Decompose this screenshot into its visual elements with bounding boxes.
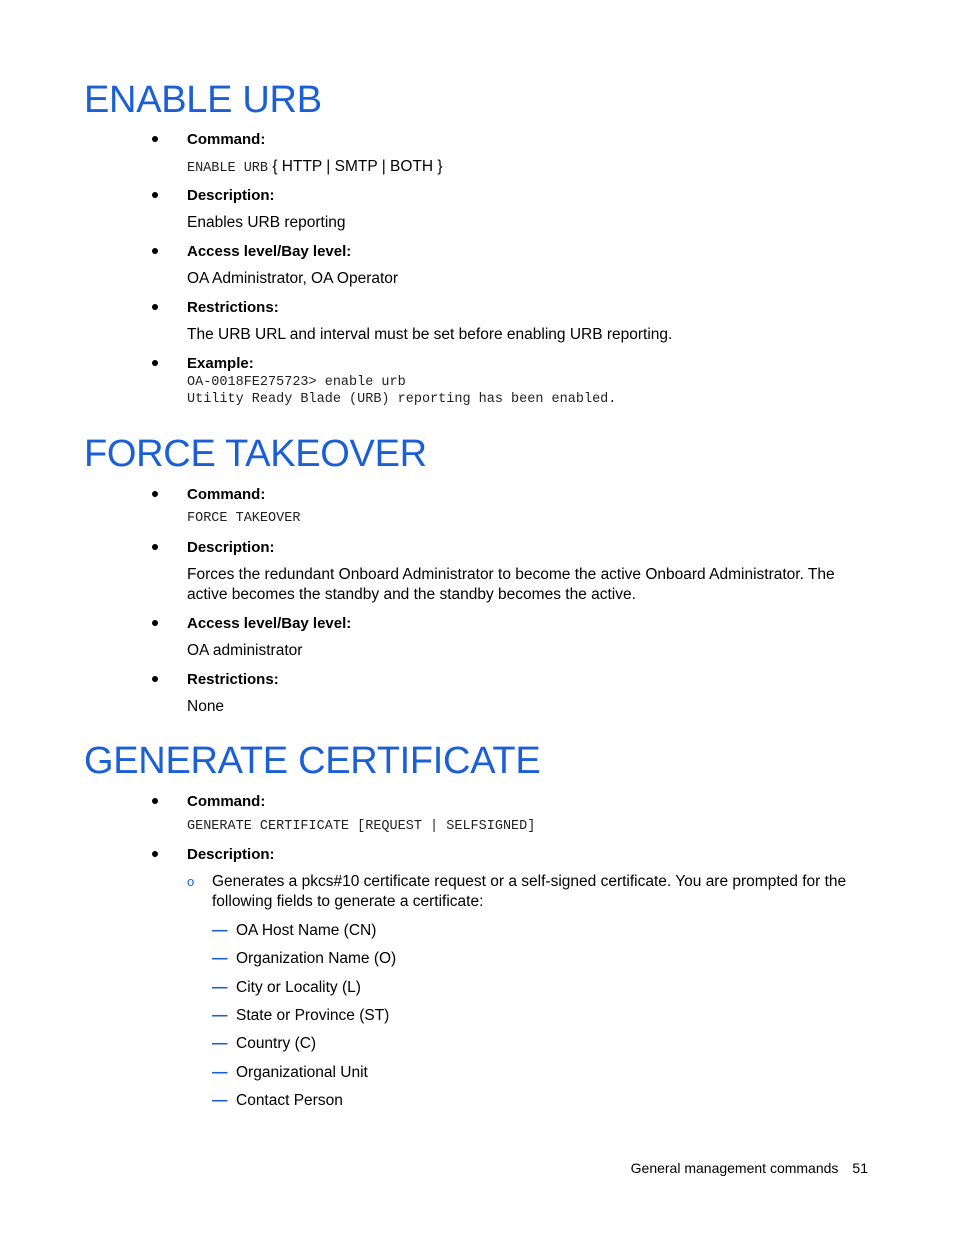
example-line: OA-0018FE275723> enable urb	[187, 375, 406, 390]
description-text: Enables URB reporting	[187, 214, 346, 231]
bullet-icon	[152, 676, 158, 682]
dash-icon: —	[212, 1064, 228, 1081]
section-title-enable-urb: ENABLE URB	[84, 79, 322, 121]
list-item	[212, 1063, 368, 1083]
list-item	[212, 1091, 343, 1111]
bullet-icon	[152, 798, 158, 804]
example-label: Example:	[187, 355, 254, 372]
restrictions-text: The URB URL and interval must be set before enabling URB reporting.	[187, 326, 673, 343]
dash-icon: —	[212, 1092, 228, 1109]
command-code: GENERATE CERTIFICATE [REQUEST | SELFSIGNED]	[187, 819, 536, 834]
description-label: Description:	[187, 187, 275, 204]
list-item	[212, 921, 376, 941]
field-name: OA Host Name (CN)	[236, 922, 377, 939]
field-name: Country (C)	[236, 1035, 317, 1052]
dash-icon: —	[212, 922, 228, 939]
command-label: Command:	[187, 793, 266, 810]
example-line: Utility Ready Blade (URB) reporting has been enabled.	[187, 392, 617, 407]
section-title-force-takeover: FORCE TAKEOVER	[84, 433, 427, 475]
command-syntax	[187, 157, 443, 177]
command-label: Command:	[187, 486, 266, 503]
restrictions-label: Restrictions:	[187, 299, 279, 316]
bullet-icon	[152, 851, 158, 857]
bullet-icon	[152, 248, 158, 254]
access-label: Access level/Bay level:	[187, 243, 352, 260]
description-text: Forces the redundant Onboard Administrator to become the active Onboard Administrator. The active becomes the standby and the standby becomes the active.	[187, 566, 835, 603]
sub-bullet-icon: o	[187, 874, 195, 889]
bullet-icon	[152, 136, 158, 142]
bullet-icon	[152, 620, 158, 626]
command-label: Command:	[187, 131, 266, 148]
access-text: OA administrator	[187, 642, 303, 659]
bullet-icon	[152, 491, 158, 497]
dash-icon: —	[212, 1035, 228, 1052]
restrictions-label: Restrictions:	[187, 671, 279, 688]
list-item	[212, 1034, 316, 1054]
bullet-icon	[152, 192, 158, 198]
restrictions-text: None	[187, 698, 225, 715]
command-code: FORCE TAKEOVER	[187, 511, 301, 526]
field-name: State or Province (ST)	[236, 1007, 390, 1024]
list-item	[212, 978, 361, 998]
bullet-icon	[152, 544, 158, 550]
access-label: Access level/Bay level:	[187, 615, 352, 632]
footer-text: General management commands	[630, 1160, 839, 1176]
bullet-icon	[152, 304, 158, 310]
page-number: 51	[852, 1160, 868, 1176]
description-label: Description:	[187, 846, 275, 863]
list-item	[212, 1006, 389, 1026]
page-footer	[631, 1158, 868, 1178]
section-title-generate-certificate: GENERATE CERTIFICATE	[84, 740, 541, 782]
description-label: Description:	[187, 539, 275, 556]
field-name: Organization Name (O)	[236, 950, 397, 967]
bullet-icon	[152, 360, 158, 366]
field-name: Contact Person	[236, 1092, 343, 1109]
command-args: { HTTP | SMTP | BOTH }	[268, 158, 443, 175]
field-name: Organizational Unit	[236, 1064, 368, 1081]
dash-icon: —	[212, 1007, 228, 1024]
access-text: OA Administrator, OA Operator	[187, 270, 399, 287]
dash-icon: —	[212, 950, 228, 967]
dash-icon: —	[212, 979, 228, 996]
field-name: City or Locality (L)	[236, 979, 361, 996]
list-item	[212, 949, 396, 969]
command-code: ENABLE URB	[187, 161, 269, 176]
description-text: Generates a pkcs#10 certificate request or a self-signed certificate. You are prompted for the following fields to generate a certificate:	[212, 873, 847, 910]
